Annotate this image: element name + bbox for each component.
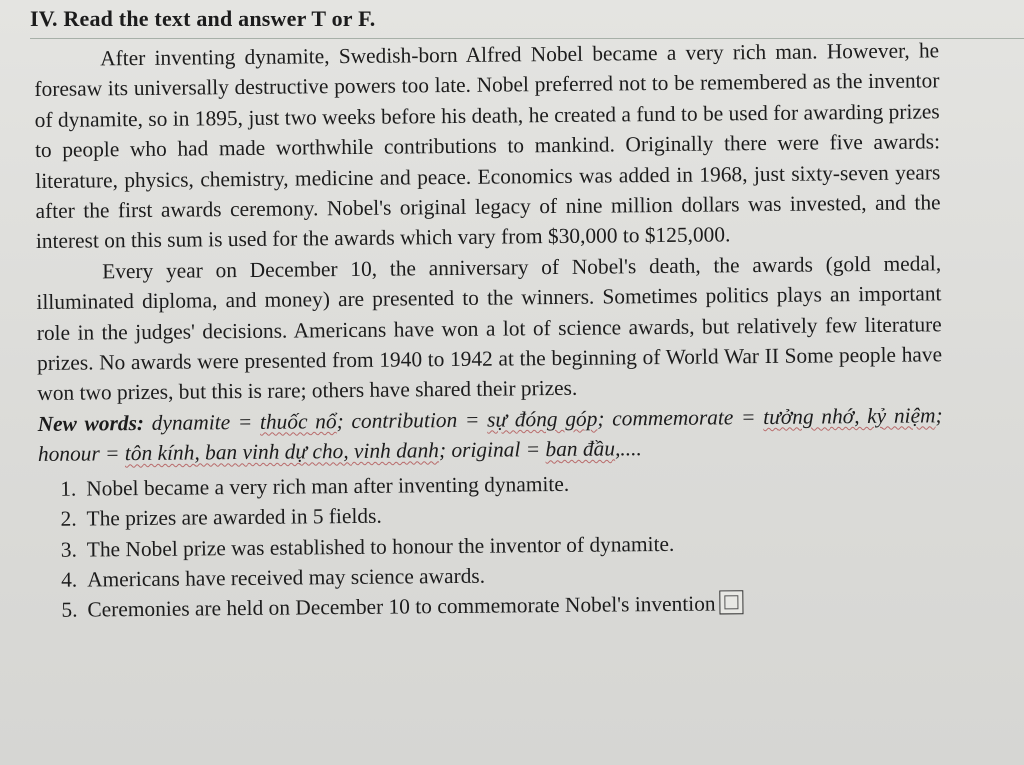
glossary-entry [152,409,352,435]
question-number: 5. [61,597,78,623]
glossary-meaning: ban đầu [545,436,616,462]
question-number: 3. [60,537,78,562]
glossary-separator: ; [597,406,613,431]
question-number: 4. [61,567,78,592]
glossary-meaning: thuốc nổ [259,408,337,434]
glossary-separator: ; [438,438,452,463]
glossary-entry [351,406,612,433]
glossary-word: original = [451,437,546,463]
paragraph-2: Every year on December 10, the anniversary of Nobel's death, the awards (gold medal, illuminated diploma, and money) are presented to the winners. Sometimes politics plays an important role in the judges' decisions. Americans have won a lot of science awards, but relatively few literature prizes. No awards were presented from 1940 to 1942 at the beginning of World War II Some people have won two prizes, but this is rare; others have shared their prizes. [36,251,943,406]
glossary-word: commemorate = [612,404,764,431]
question-text: The Nobel prize was established to honour the inventor of dynamite. [86,531,675,562]
input-method-icon [719,591,743,615]
glossary-meaning: tôn kính, ban vinh dự cho, vinh danh [124,438,440,466]
glossary-meaning: sự đóng góp [486,406,598,432]
glossary-separator: ; [336,408,352,433]
question-text: Ceremonies are held on December 10 to commemorate Nobel's invention [87,591,716,622]
question-text: Nobel became a very rich man after inventing dynamite. [86,471,570,501]
glossary-word: dynamite = [151,409,261,435]
paragraph-1: After inventing dynamite, Swedish-born Alfred Nobel became a very rich man. However, he foresaw its universally destructive powers too late. Nobel preferred not to be remembered as the inventor of dynamite, so in 1895, just two weeks before his death, he created a fund to be used for awarding prizes to people who had made worthwhile contributions to mankind. Originally there were five awards: literature, physics, chemistry, medicine and peace. Economics was added in 1968, just sixty-seven years after the first awards ceremony. Nobel's original legacy of nine million dollars was invested, and the interest on this sum is used for the awards which vary from $30,000 to $125,000. [34,38,941,254]
question-number: 2. [60,506,77,531]
glossary-entry [451,436,642,462]
question-number: 1. [60,476,77,501]
glossary-word: contribution = [351,407,488,433]
true-false-questions [38,465,944,626]
new-words-label: New words: [37,410,145,436]
exercise-heading: IV. Read the text and answer T or F. [30,6,376,31]
glossary-separator: ,.... [614,436,642,461]
reading-passage [34,35,945,625]
question-text: Americans have received may science awards. [87,563,486,592]
glossary-word: honour = [37,441,125,467]
question-text: The prizes are awarded in 5 fields. [86,503,382,531]
new-words-glossary [38,400,944,469]
glossary-entry [38,438,452,466]
glossary-entry [612,403,943,430]
glossary-separator: ; [935,403,943,428]
glossary-meaning: tưởng nhớ, kỷ niệm [763,403,936,429]
